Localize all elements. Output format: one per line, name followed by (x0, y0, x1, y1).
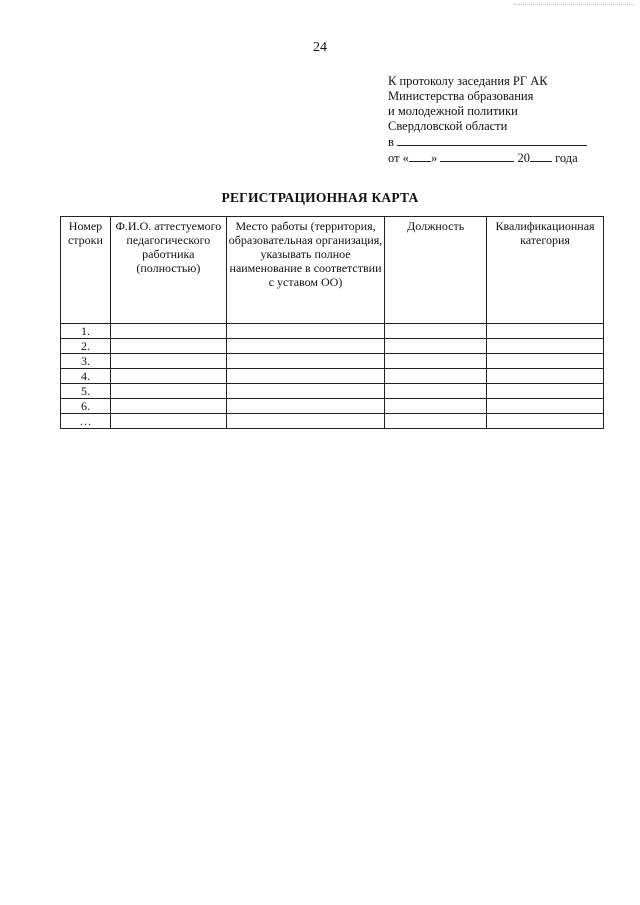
row-number-cell: 2. (61, 339, 111, 354)
workplace-cell[interactable] (226, 384, 385, 399)
position-cell[interactable] (385, 399, 487, 414)
category-cell[interactable] (487, 324, 604, 339)
position-cell[interactable] (385, 369, 487, 384)
header-line-3: и молодежной политики (388, 104, 518, 118)
full-name-cell[interactable] (110, 384, 226, 399)
day-blank-field[interactable] (409, 150, 431, 162)
header-date-line (388, 150, 608, 166)
table-row (61, 414, 604, 429)
position-cell[interactable] (385, 339, 487, 354)
full-name-cell[interactable] (110, 324, 226, 339)
table-row (61, 354, 604, 369)
year-prefix: 20 (517, 151, 530, 165)
header-in-line (388, 134, 608, 150)
row-number-cell: 6. (61, 399, 111, 414)
month-blank-field[interactable] (440, 150, 514, 162)
date-from-label: от « (388, 151, 409, 165)
row-number-cell: 3. (61, 354, 111, 369)
position-cell[interactable] (385, 384, 487, 399)
position-cell[interactable] (385, 324, 487, 339)
scan-artifact-line (514, 4, 634, 5)
column-header-row-number: Номер строки (61, 217, 111, 324)
registration-table (60, 216, 604, 429)
document-title: РЕГИСТРАЦИОННАЯ КАРТА (221, 190, 419, 205)
category-cell[interactable] (487, 384, 604, 399)
full-name-cell[interactable] (110, 354, 226, 369)
column-header-full-name: Ф.И.О. аттестуемого педагогического работника (полностью) (110, 217, 226, 324)
row-number-cell: 4. (61, 369, 111, 384)
date-quote-close: » (430, 151, 438, 165)
row-number-cell: 5. (61, 384, 111, 399)
full-name-cell[interactable] (110, 399, 226, 414)
category-cell[interactable] (487, 339, 604, 354)
table-row (61, 324, 604, 339)
year-suffix: года (555, 151, 578, 165)
column-header-position: Должность (385, 217, 487, 324)
column-header-workplace: Место работы (территория, образовательная организация, указывать полное наименование в соответствии с уставом ОО) (226, 217, 385, 324)
column-header-category: Квалификационная категория (487, 217, 604, 324)
workplace-cell[interactable] (226, 339, 385, 354)
header-line-1: К протоколу заседания РГ АК (388, 74, 548, 88)
in-prefix: в (388, 135, 394, 149)
year-blank-field[interactable] (530, 150, 552, 162)
row-number-cell: 1. (61, 324, 111, 339)
table-row (61, 339, 604, 354)
table-row (61, 369, 604, 384)
workplace-cell[interactable] (226, 399, 385, 414)
full-name-cell[interactable] (110, 369, 226, 384)
category-cell[interactable] (487, 399, 604, 414)
category-cell[interactable] (487, 369, 604, 384)
workplace-cell[interactable] (226, 354, 385, 369)
workplace-cell[interactable] (226, 369, 385, 384)
position-cell[interactable] (385, 414, 487, 429)
position-cell[interactable] (385, 354, 487, 369)
workplace-cell[interactable] (226, 324, 385, 339)
protocol-header (388, 74, 608, 166)
table-row (61, 399, 604, 414)
table-header-row (61, 217, 604, 324)
workplace-cell[interactable] (226, 414, 385, 429)
full-name-cell[interactable] (110, 414, 226, 429)
in-blank-field[interactable] (397, 134, 587, 146)
table-row (61, 384, 604, 399)
category-cell[interactable] (487, 414, 604, 429)
full-name-cell[interactable] (110, 339, 226, 354)
page-number: 24 (313, 40, 327, 55)
header-line-2: Министерства образования (388, 89, 534, 103)
category-cell[interactable] (487, 354, 604, 369)
row-number-cell: … (61, 414, 111, 429)
header-line-4: Свердловской области (388, 119, 508, 133)
